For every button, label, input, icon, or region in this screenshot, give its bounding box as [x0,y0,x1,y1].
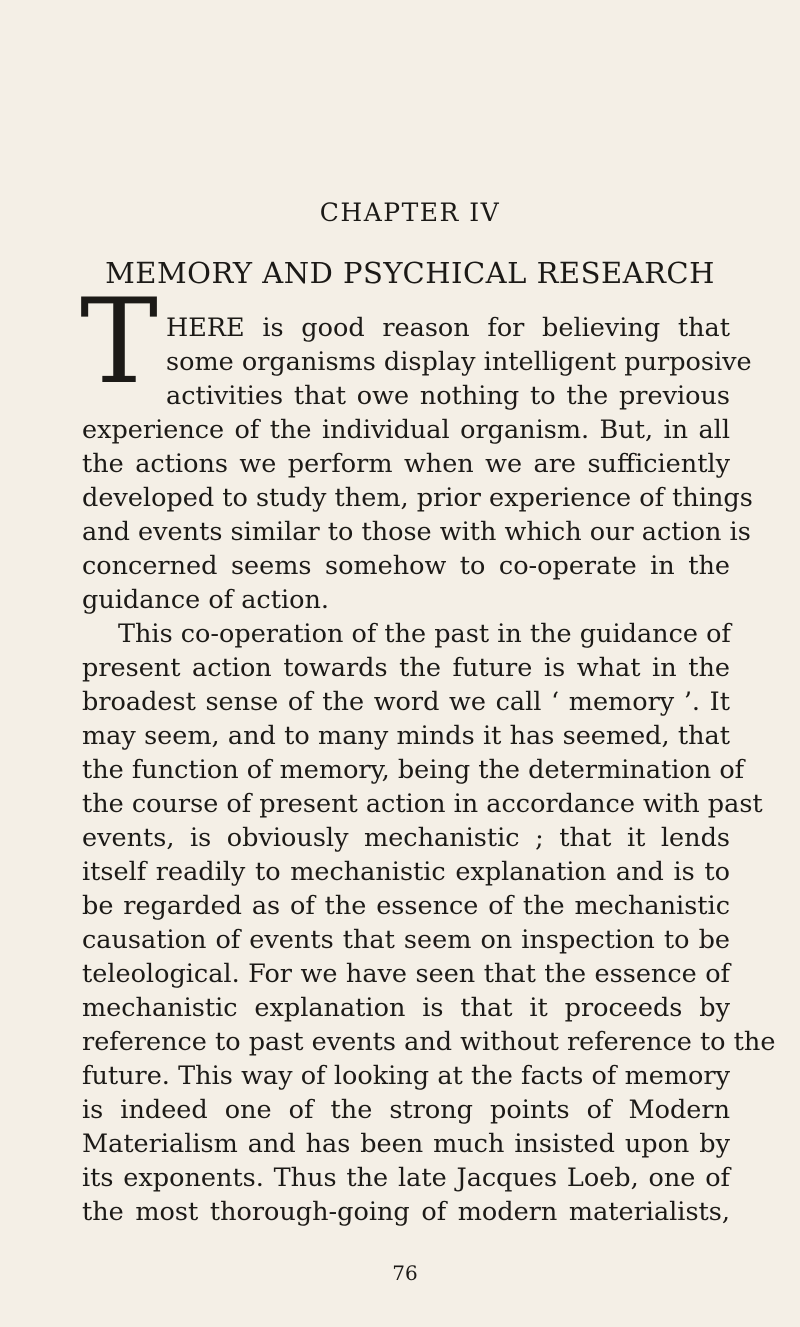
text-line: and events similar to those with which our action is [82,517,751,547]
text-line: teleological. For we have seen that the essence of [82,959,730,989]
text-line: reference to past events and without reference to the [82,1027,776,1057]
text-line: HERE is good reason for believing that [166,313,730,343]
text-line: This co-operation of the past in the guidance of [118,619,731,649]
text-line: events, is obviously mechanistic ; that it lends [82,823,730,853]
chapter-number: CHAPTER IV [319,198,501,227]
text-line: developed to study them, prior experience of things [82,483,753,513]
text-line: present action towards the future is what in the [82,653,730,683]
text-line: future. This way of looking at the facts of memory [82,1061,730,1091]
text-line: the actions we perform when we are sufficiently [82,449,730,479]
text-line: experience of the individual organism. But, in all [82,415,730,445]
text-line: some organisms display intelligent purposive [166,347,752,377]
chapter-title: MEMORY AND PSYCHICAL RESEARCH [105,256,715,290]
text-line: broadest sense of the word we call ‘ memory ’. It [82,687,730,717]
text-line: may seem, and to many minds it has seemed, that [82,721,730,751]
text-line: be regarded as of the essence of the mechanistic [82,891,730,921]
text-line: its exponents. Thus the late Jacques Loeb, one of [82,1163,730,1193]
text-line: concerned seems somehow to co-operate in the [82,551,730,581]
text-line: the course of present action in accordance with past [82,789,763,819]
text-line: itself readily to mechanistic explanation and is to [82,857,730,887]
text-line: the most thorough-going of modern materialists, [82,1197,730,1227]
drop-cap: T [80,273,159,410]
text-line: activities that owe nothing to the previous [166,381,730,411]
text-line: is indeed one of the strong points of Modern [82,1095,730,1125]
text-line: Materialism and has been much insisted upon by [82,1129,730,1159]
text-line: guidance of action. [82,585,329,615]
page-number: 76 [392,1261,418,1285]
text-line: causation of events that seem on inspection to be [82,925,730,955]
text-line: mechanistic explanation is that it proceeds by [82,993,730,1023]
text-line: the function of memory, being the determination of [82,755,745,785]
